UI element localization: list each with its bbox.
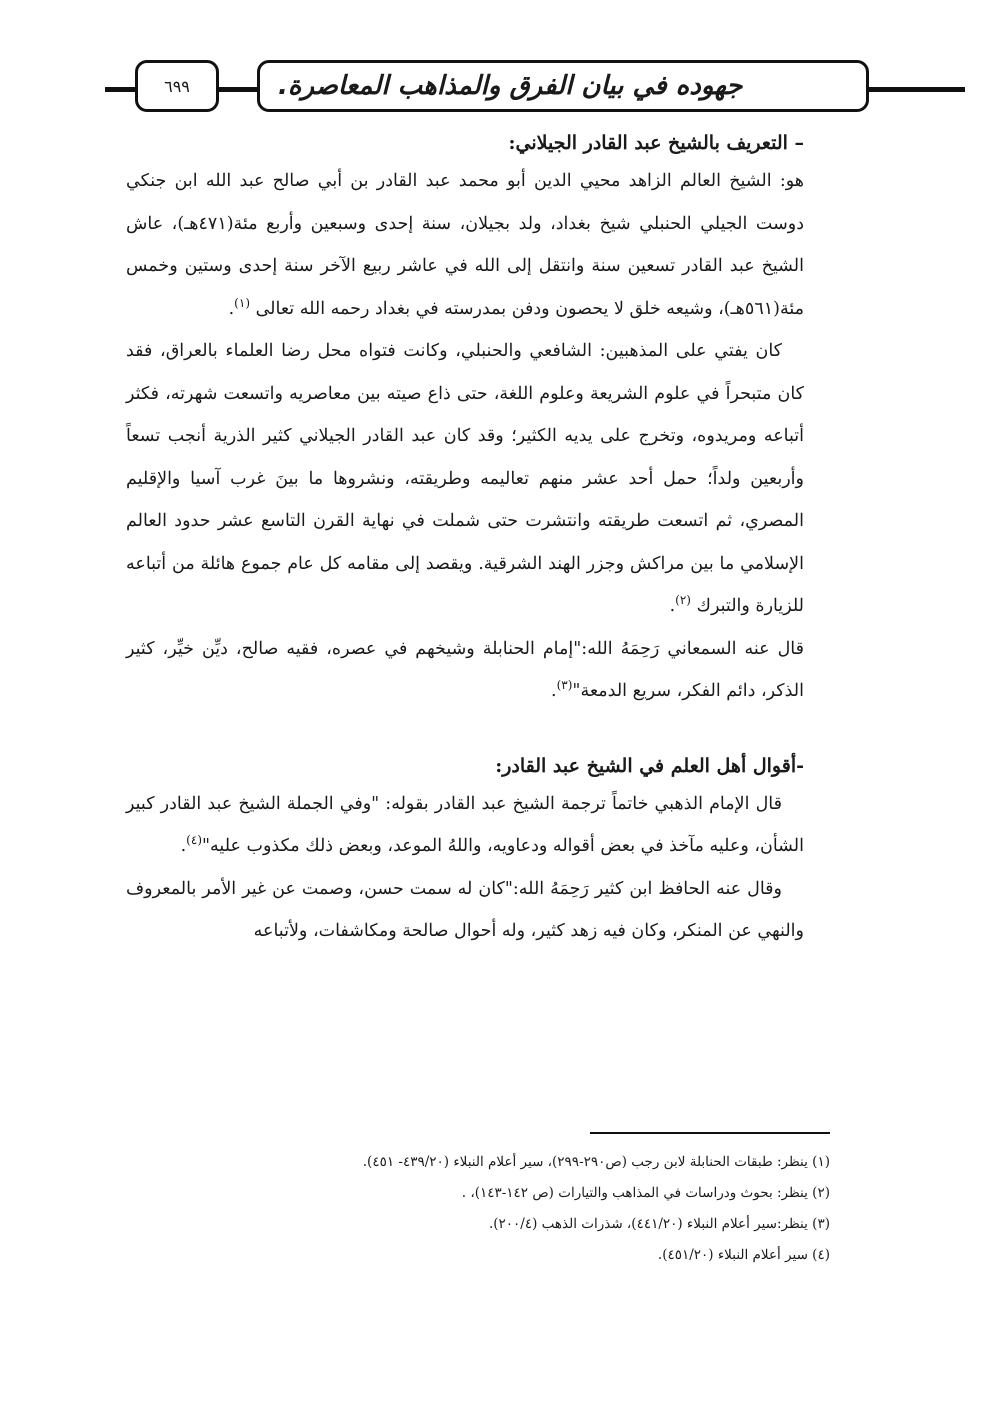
running-title-box bbox=[257, 60, 869, 112]
footnote-ref: (١) bbox=[234, 295, 250, 310]
page-number-box bbox=[135, 60, 219, 112]
footnote-item: (١) ينظر: طبقات الحنابلة لابن رجب (ص٢٩٠-٢٩٩)، سير أعلام النبلاء (٤٣٩/٢٠- ٤٥١). bbox=[362, 1154, 830, 1170]
main-content bbox=[126, 126, 804, 953]
footnote-item: (٤) سير أعلام النبلاء (٤٥١/٢٠). bbox=[657, 1247, 830, 1263]
footnote-item: (٣) ينظر:سير أعلام النبلاء (٤٤١/٢٠)، شذرات الذهب (٢٠٠/٤). bbox=[488, 1216, 830, 1232]
paragraph-ibn-kathir-quote bbox=[126, 868, 804, 953]
paragraph-samani-quote bbox=[126, 628, 804, 713]
section-heading-scholars-sayings: -أقوال أهل العلم في الشيخ عبد القادر: bbox=[495, 754, 804, 777]
footnote-item: (٢) ينظر: بحوث ودراسات في المذاهب والتيارات (ص ١٤٢-١٤٣)، . bbox=[461, 1185, 830, 1201]
footnote-ref: (٤) bbox=[186, 833, 202, 848]
paragraph-text: هو: الشيخ العالم الزاهد محيي الدين أبو محمد عبد القادر بن أبي صالح عبد الله ابن جنكي دوست الجيلي الحنبلي شيخ بغداد، ولد بجيلان، سنة إحدى وسبعين وأربع مئة(٤٧١هـ)، عاش الشيخ عبد القادر تسعين سنة وانتقل إلى الله في عاشر ربيع الآخر سنة إحدى وستين وخمس مئة(٥٦١هـ)، وشيعه خلق لا يحصون ودفن بمدرسته في بغداد رحمه الله تعالى bbox=[126, 171, 805, 319]
section-heading-biography: – التعريف بالشيخ عبد القادر الجيلاني: bbox=[508, 132, 804, 154]
paragraph-text: وقال عنه الحافظ ابن كثير رَحِمَهُ الله:"كان له سمت حسن، وصمت عن غير الأمر بالمعروف والنهي عن المنكر، وكان فيه زهد كثير، وله أحوال صالحة ومكاشفات، ولأتباعه bbox=[126, 878, 804, 941]
paragraph-text: كان يفتي على المذهبين: الشافعي والحنبلي، وكانت فتواه محل رضا العلماء بالعراق، فقد كان متبحراً في علوم الشريعة وعلوم اللغة، حتى ذاع صيته بين معاصريه واتسعت شهرته، فكثر أتباعه ومريدوه، وتخرج على يديه الكثير؛ وقد كان عبد القادر الجيلاني كثير الذرية أنجب تسعاً وأربعين ولداً؛ حمل أحد عشر منهم تعاليمه وطريقته، ونشروها ما بينَ غرب آسيا والإقليم المصري، ثم اتسعت طريقته وانتشرت حتى شملت في نهاية القرن التاسع عشر حدود العالم الإسلامي ما بين مراكش وجزر الهند الشرقية. ويقصد إلى مقامه كل عام جموع هائلة من أتباعه للزيارة والتبرك bbox=[126, 341, 804, 616]
paragraph-tail: . bbox=[228, 298, 235, 319]
paragraph-dhahabi-quote bbox=[126, 783, 804, 868]
paragraph-tail: . bbox=[669, 596, 676, 616]
footnote-separator bbox=[590, 1132, 830, 1134]
section-gap bbox=[126, 713, 804, 749]
paragraph-text: قال عنه السمعاني رَحِمَهُ الله:"إمام الحنابلة وشيخهم في عصره، فقيه صالح، ديِّن خيِّر، كثير الذكر، دائم الفكر، سريع الدمعة" bbox=[126, 638, 804, 701]
paragraph-biography bbox=[126, 160, 804, 330]
page-number: ٦٩٩ bbox=[164, 76, 190, 96]
paragraph-fatwa bbox=[126, 330, 804, 628]
footnote-ref: (٢) bbox=[675, 593, 691, 608]
footnote-ref: (٣) bbox=[556, 678, 573, 693]
running-title: جهوده في بيان الفرق والمذاهب المعاصرة. bbox=[278, 71, 743, 101]
paragraph-tail: . bbox=[180, 836, 187, 856]
footnotes bbox=[130, 1147, 830, 1271]
paragraph-text: قال الإمام الذهبي خاتماً ترجمة الشيخ عبد القادر بقوله: "وفي الجملة الشيخ عبد القادر كبير الشأن، وعليه مآخذ في بعض أقواله ودعاويه، واللهُ الموعد، وبعض ذلك مكذوب عليه" bbox=[126, 793, 804, 856]
paragraph-tail: . bbox=[551, 681, 557, 701]
